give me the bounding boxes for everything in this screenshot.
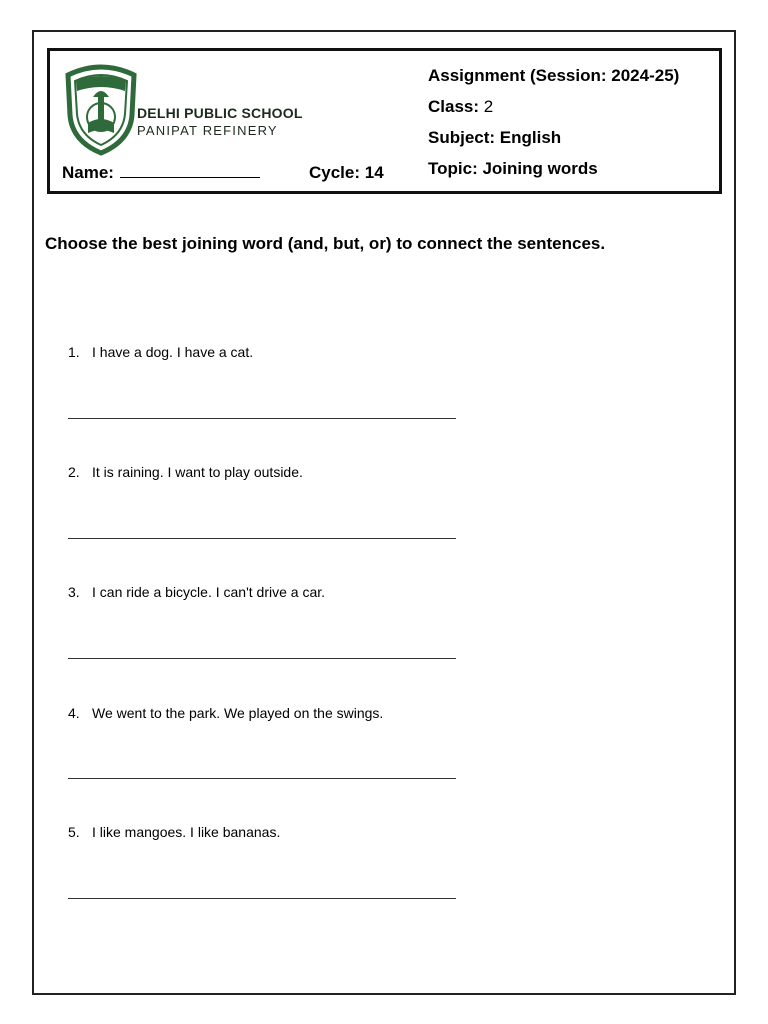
class-value: 2 [483, 97, 494, 116]
question-number: 1. [68, 344, 80, 360]
header-box [47, 48, 722, 194]
topic-info: Topic: Joining words [428, 159, 598, 178]
school-branch: PANIPAT REFINERY [137, 123, 278, 138]
question-5 [68, 824, 280, 840]
cycle-label: Cycle: 14 [309, 163, 384, 182]
class-label: Class: [428, 97, 480, 116]
name-blank-line[interactable] [120, 163, 260, 178]
answer-line-5[interactable] [68, 898, 456, 899]
class-info [428, 97, 493, 117]
question-text: We went to the park. We played on the swings. [92, 705, 384, 721]
question-4 [68, 705, 383, 721]
question-number: 4. [68, 705, 80, 721]
question-number: 5. [68, 824, 80, 840]
school-crest-icon [58, 57, 144, 157]
subject-info: Subject: English [428, 128, 562, 147]
answer-line-4[interactable] [68, 778, 456, 779]
question-text: It is raining. I want to play outside. [92, 464, 303, 480]
instruction-text: Choose the best joining word (and, but, or) to connect the sentences. [45, 234, 606, 253]
question-2 [68, 464, 303, 480]
question-text: I can ride a bicycle. I can't drive a car. [92, 584, 326, 600]
assignment-title: Assignment (Session: 2024-25) [428, 66, 680, 85]
question-number: 3. [68, 584, 80, 600]
question-number: 2. [68, 464, 80, 480]
answer-line-2[interactable] [68, 538, 456, 539]
question-text: I have a dog. I have a cat. [92, 344, 254, 360]
answer-line-1[interactable] [68, 418, 456, 419]
name-field [62, 163, 260, 183]
name-label: Name: [62, 163, 114, 182]
question-text: I like mangoes. I like bananas. [92, 824, 281, 840]
question-3 [68, 584, 325, 600]
answer-line-3[interactable] [68, 658, 456, 659]
question-1 [68, 344, 253, 360]
school-name: DELHI PUBLIC SCHOOL [137, 105, 303, 121]
